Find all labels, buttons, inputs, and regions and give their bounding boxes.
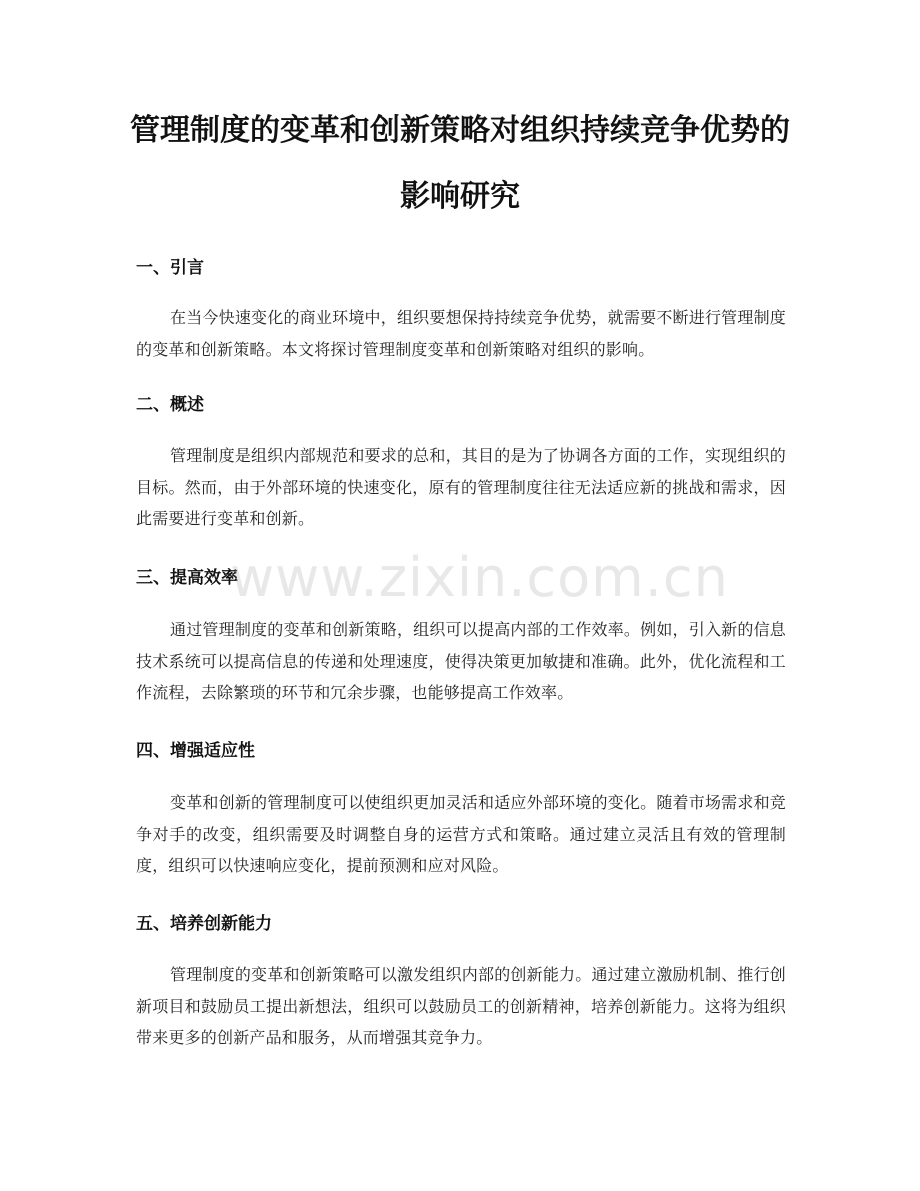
section-paragraph-innovation: 管理制度的变革和创新策略可以激发组织内部的创新能力。通过建立激励机制、推行创新项目和鼓励员工提出新想法，组织可以鼓励员工的创新精神，培养创新能力。这将为组织带来更多的创新产品和服务，从而增强其竞争力。 — [136, 965, 786, 1047]
section-heading-adaptability: 四、增强适应性 — [136, 741, 255, 761]
section-heading-innovation: 五、培养创新能力 — [136, 914, 272, 934]
section-heading-efficiency: 三、提高效率 — [136, 568, 238, 588]
section-heading-introduction: 一、引言 — [136, 258, 204, 278]
document-title: 管理制度的变革和创新策略对组织持续竞争优势的影响研究 — [130, 113, 790, 214]
watermark-text: www.zixin.com.cn — [230, 546, 729, 609]
section-paragraph-adaptability: 变革和创新的管理制度可以使组织更加灵活和适应外部环境的变化。随着市场需求和竞争对手的改变，组织需要及时调整自身的运营方式和策略。通过建立灵活且有效的管理制度，组织可以快速响应变化，提前预测和应对风险。 — [136, 793, 786, 875]
section-paragraph-introduction: 在当今快速变化的商业环境中，组织要想保持持续竞争优势，就需要不断进行管理制度的变革和创新策略。本文将探讨管理制度变革和创新策略对组织的影响。 — [136, 308, 786, 359]
section-heading-overview: 二、概述 — [136, 395, 204, 415]
section-paragraph-efficiency: 通过管理制度的变革和创新策略，组织可以提高内部的工作效率。例如，引入新的信息技术系统可以提高信息的传递和处理速度，使得决策更加敏捷和准确。此外，优化流程和工作流程，去除繁琐的环节和冗余步骤，也能够提高工作效率。 — [136, 620, 786, 702]
section-paragraph-overview: 管理制度是组织内部规范和要求的总和，其目的是为了协调各方面的工作，实现组织的目标。然而，由于外部环境的快速变化，原有的管理制度往往无法适应新的挑战和需求，因此需要进行变革和创新。 — [136, 446, 786, 528]
